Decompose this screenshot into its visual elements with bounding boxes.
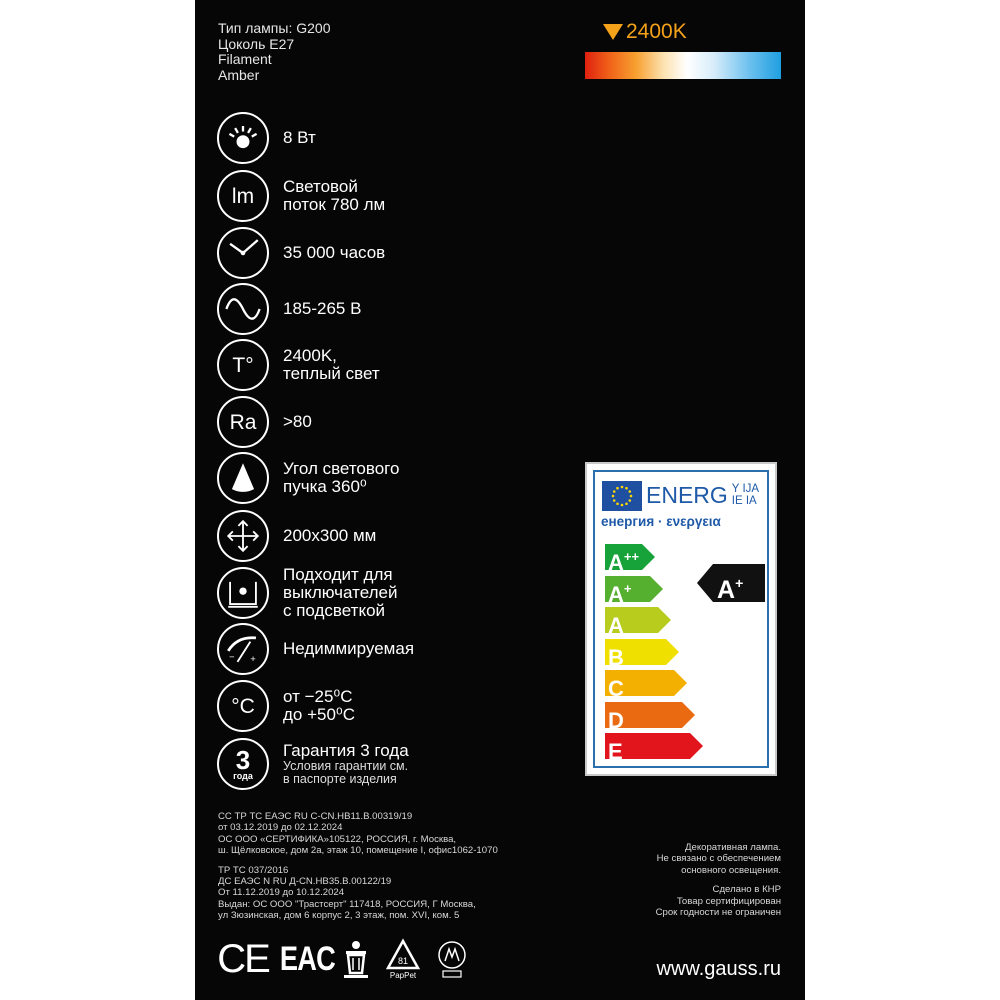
spec-row <box>217 396 577 448</box>
svg-text:+: + <box>250 653 256 664</box>
energy-subtitle: енергия · ενεργεια <box>601 514 721 529</box>
energy-class-bar <box>605 670 687 701</box>
recycle-label: PapPet <box>389 971 417 980</box>
energy-label <box>585 462 777 776</box>
spec-line: 35 000 часов <box>283 243 386 262</box>
spec-text <box>283 112 316 164</box>
spec-text <box>283 738 409 790</box>
warranty-icon <box>217 738 269 790</box>
certificates-block <box>218 811 498 922</box>
filament-line: Filament <box>218 51 272 67</box>
energy-class-letter: A <box>608 581 624 607</box>
certificate-line <box>218 857 498 865</box>
certificate-line: ТР ТС 037/2016 <box>218 864 289 876</box>
spec-subline: Условия гарантии см. <box>283 759 409 773</box>
spec-line: выключателей <box>283 583 398 602</box>
spec-row <box>217 680 577 732</box>
suffix-bottom: IE IA <box>731 495 757 507</box>
clock-icon <box>217 227 269 279</box>
spec-line: поток 780 лм <box>283 195 386 214</box>
energy-suffixes <box>732 483 759 507</box>
spec-line: Подходит для <box>283 565 393 584</box>
spec-text <box>283 227 385 279</box>
certificate-line: От 11.12.2019 до 10.12.2024 <box>218 887 345 899</box>
spec-line: Недиммируемая <box>283 639 415 658</box>
spec-line: Гарантия 3 года <box>283 741 409 760</box>
energy-class-sup: + <box>623 580 632 596</box>
icon-label: 3 <box>235 744 251 775</box>
energy-class-letter: B <box>608 644 624 670</box>
energy-title <box>646 479 759 511</box>
non-dimmable-icon <box>217 623 269 675</box>
backlit-switch-icon <box>217 567 269 619</box>
spec-row <box>217 283 577 335</box>
energy-class-bar <box>605 576 663 607</box>
rating-letter: A <box>717 576 736 604</box>
certificate-line: от 03.12.2019 до 02.12.2024 <box>218 822 343 834</box>
energy-class-letter: A <box>608 613 624 638</box>
recycle-icon <box>385 938 421 980</box>
packaging-panel <box>195 0 805 1000</box>
energ-text: ENERG <box>646 481 728 508</box>
energy-class-bar <box>605 607 671 638</box>
spec-line: 2400K, <box>283 346 337 365</box>
ra-icon <box>217 396 269 448</box>
color-temp-marker <box>602 20 687 44</box>
sun-power-icon <box>217 112 269 164</box>
sine-wave-icon <box>217 283 269 335</box>
eu-flag-icon <box>602 481 642 511</box>
rating-sup: + <box>735 575 744 591</box>
energy-class-letter: D <box>608 707 624 733</box>
note-line: Сделано в КНР <box>712 884 781 896</box>
color-temp-label: 2400K <box>626 20 687 43</box>
spec-line: от −25⁰С <box>283 687 353 706</box>
eac-mark-icon <box>279 938 335 980</box>
spec-line: 8 Вт <box>283 128 316 147</box>
spec-line: 185-265 В <box>283 299 362 318</box>
spec-line: Световой <box>283 177 358 196</box>
energy-class-bar <box>605 733 703 764</box>
lamp-header <box>218 21 330 83</box>
note-line: основного освещения. <box>681 864 781 876</box>
energy-rating-arrow <box>697 564 765 602</box>
spec-line: до +50⁰С <box>283 705 356 724</box>
certificate-line: ш. Щёлковское, дом 2а, этаж 10, помещение I, офис1062-1070 <box>218 845 498 857</box>
color-temp-gradient <box>585 52 781 79</box>
note-line <box>656 876 781 884</box>
beam-angle-icon <box>217 452 269 504</box>
energy-class-bar <box>605 544 655 575</box>
note-line: Товар сертифицирован <box>676 895 781 907</box>
spec-row <box>217 227 577 279</box>
note-line: Декоративная лампа. <box>684 842 781 853</box>
food-safe-icon <box>435 938 469 980</box>
certificate-line: ОС ООО «СЕРТИФИКА»105122, РОССИЯ, г. Москва, <box>218 833 457 845</box>
spec-row <box>217 452 577 504</box>
socket-line: Цоколь E27 <box>218 35 295 52</box>
spec-line: Угол светового <box>283 459 400 478</box>
notes-block <box>656 842 781 918</box>
suffix-top: Y IJA <box>731 483 760 495</box>
icon-label: Ra <box>229 410 257 434</box>
spec-row <box>217 339 577 391</box>
spec-row <box>217 510 577 562</box>
spec-text <box>283 396 312 448</box>
lumen-icon <box>217 170 269 222</box>
spec-line: >80 <box>283 412 312 431</box>
spec-row <box>217 112 577 164</box>
certificate-line: ул Зюзинская, дом 6 корпус 2, 3 этаж, пом. XVI, ком. 5 <box>218 910 460 922</box>
spec-row <box>217 170 577 222</box>
energy-class-sup: ++ <box>623 549 640 564</box>
certificate-line: СС ТР ТС ЕАЭС RU С-CN.НВ11.В.00319/19 <box>218 811 413 822</box>
spec-subline: в паспорте изделия <box>283 772 397 786</box>
icon-label: T° <box>232 353 254 377</box>
temperature-icon <box>217 339 269 391</box>
spec-text <box>283 452 399 504</box>
energy-class-letter: E <box>608 739 623 764</box>
spec-row <box>217 738 577 790</box>
spec-line: 200x300 мм <box>283 526 377 545</box>
energy-label-frame <box>593 470 769 768</box>
note-line: Срок годности не ограничен <box>655 907 781 919</box>
spec-row <box>217 623 577 675</box>
celsius-icon <box>217 680 269 732</box>
energy-class-letter: C <box>608 676 624 701</box>
recycle-number: 81 <box>397 956 409 966</box>
trash-bin-icon <box>341 938 371 980</box>
eac-mark-text: EAC <box>279 939 335 978</box>
spec-line: с подсветкой <box>283 601 386 620</box>
ce-mark-icon <box>217 938 269 980</box>
website-link[interactable]: www.gauss.ru <box>656 958 781 980</box>
spec-text <box>283 567 397 619</box>
triangle-marker-icon <box>602 23 624 41</box>
dimensions-arrows-icon <box>217 510 269 562</box>
spec-text <box>283 680 355 732</box>
spec-text <box>283 510 376 562</box>
icon-label: °C <box>231 694 255 718</box>
spec-line: теплый свет <box>283 364 380 383</box>
note-line: Не связано с обеспечением <box>656 853 781 865</box>
lamp-type-line: Тип лампы: G200 <box>218 20 331 36</box>
icon-label: lm <box>231 184 255 208</box>
certificate-line: ДС ЕАЭС N RU Д-CN.НВ35.В.00122/19 <box>218 876 392 888</box>
icon-sublabel: года <box>233 770 253 781</box>
amber-line: Amber <box>218 66 260 83</box>
spec-row <box>217 567 577 619</box>
ce-mark-text: CE <box>217 936 269 981</box>
svg-text:−: − <box>229 652 235 663</box>
energy-class-bar <box>605 639 679 670</box>
spec-text <box>283 623 414 675</box>
energy-class-bar <box>605 702 695 733</box>
energy-class-letter: A <box>608 550 624 575</box>
spec-text <box>283 170 385 222</box>
spec-text <box>283 339 380 391</box>
spec-line: пучка 360⁰ <box>283 477 367 496</box>
certificate-line: Выдан: ОС ООО "Трастсерт" 117418, РОССИЯ, Г Москва, <box>218 898 476 910</box>
spec-text <box>283 283 361 335</box>
